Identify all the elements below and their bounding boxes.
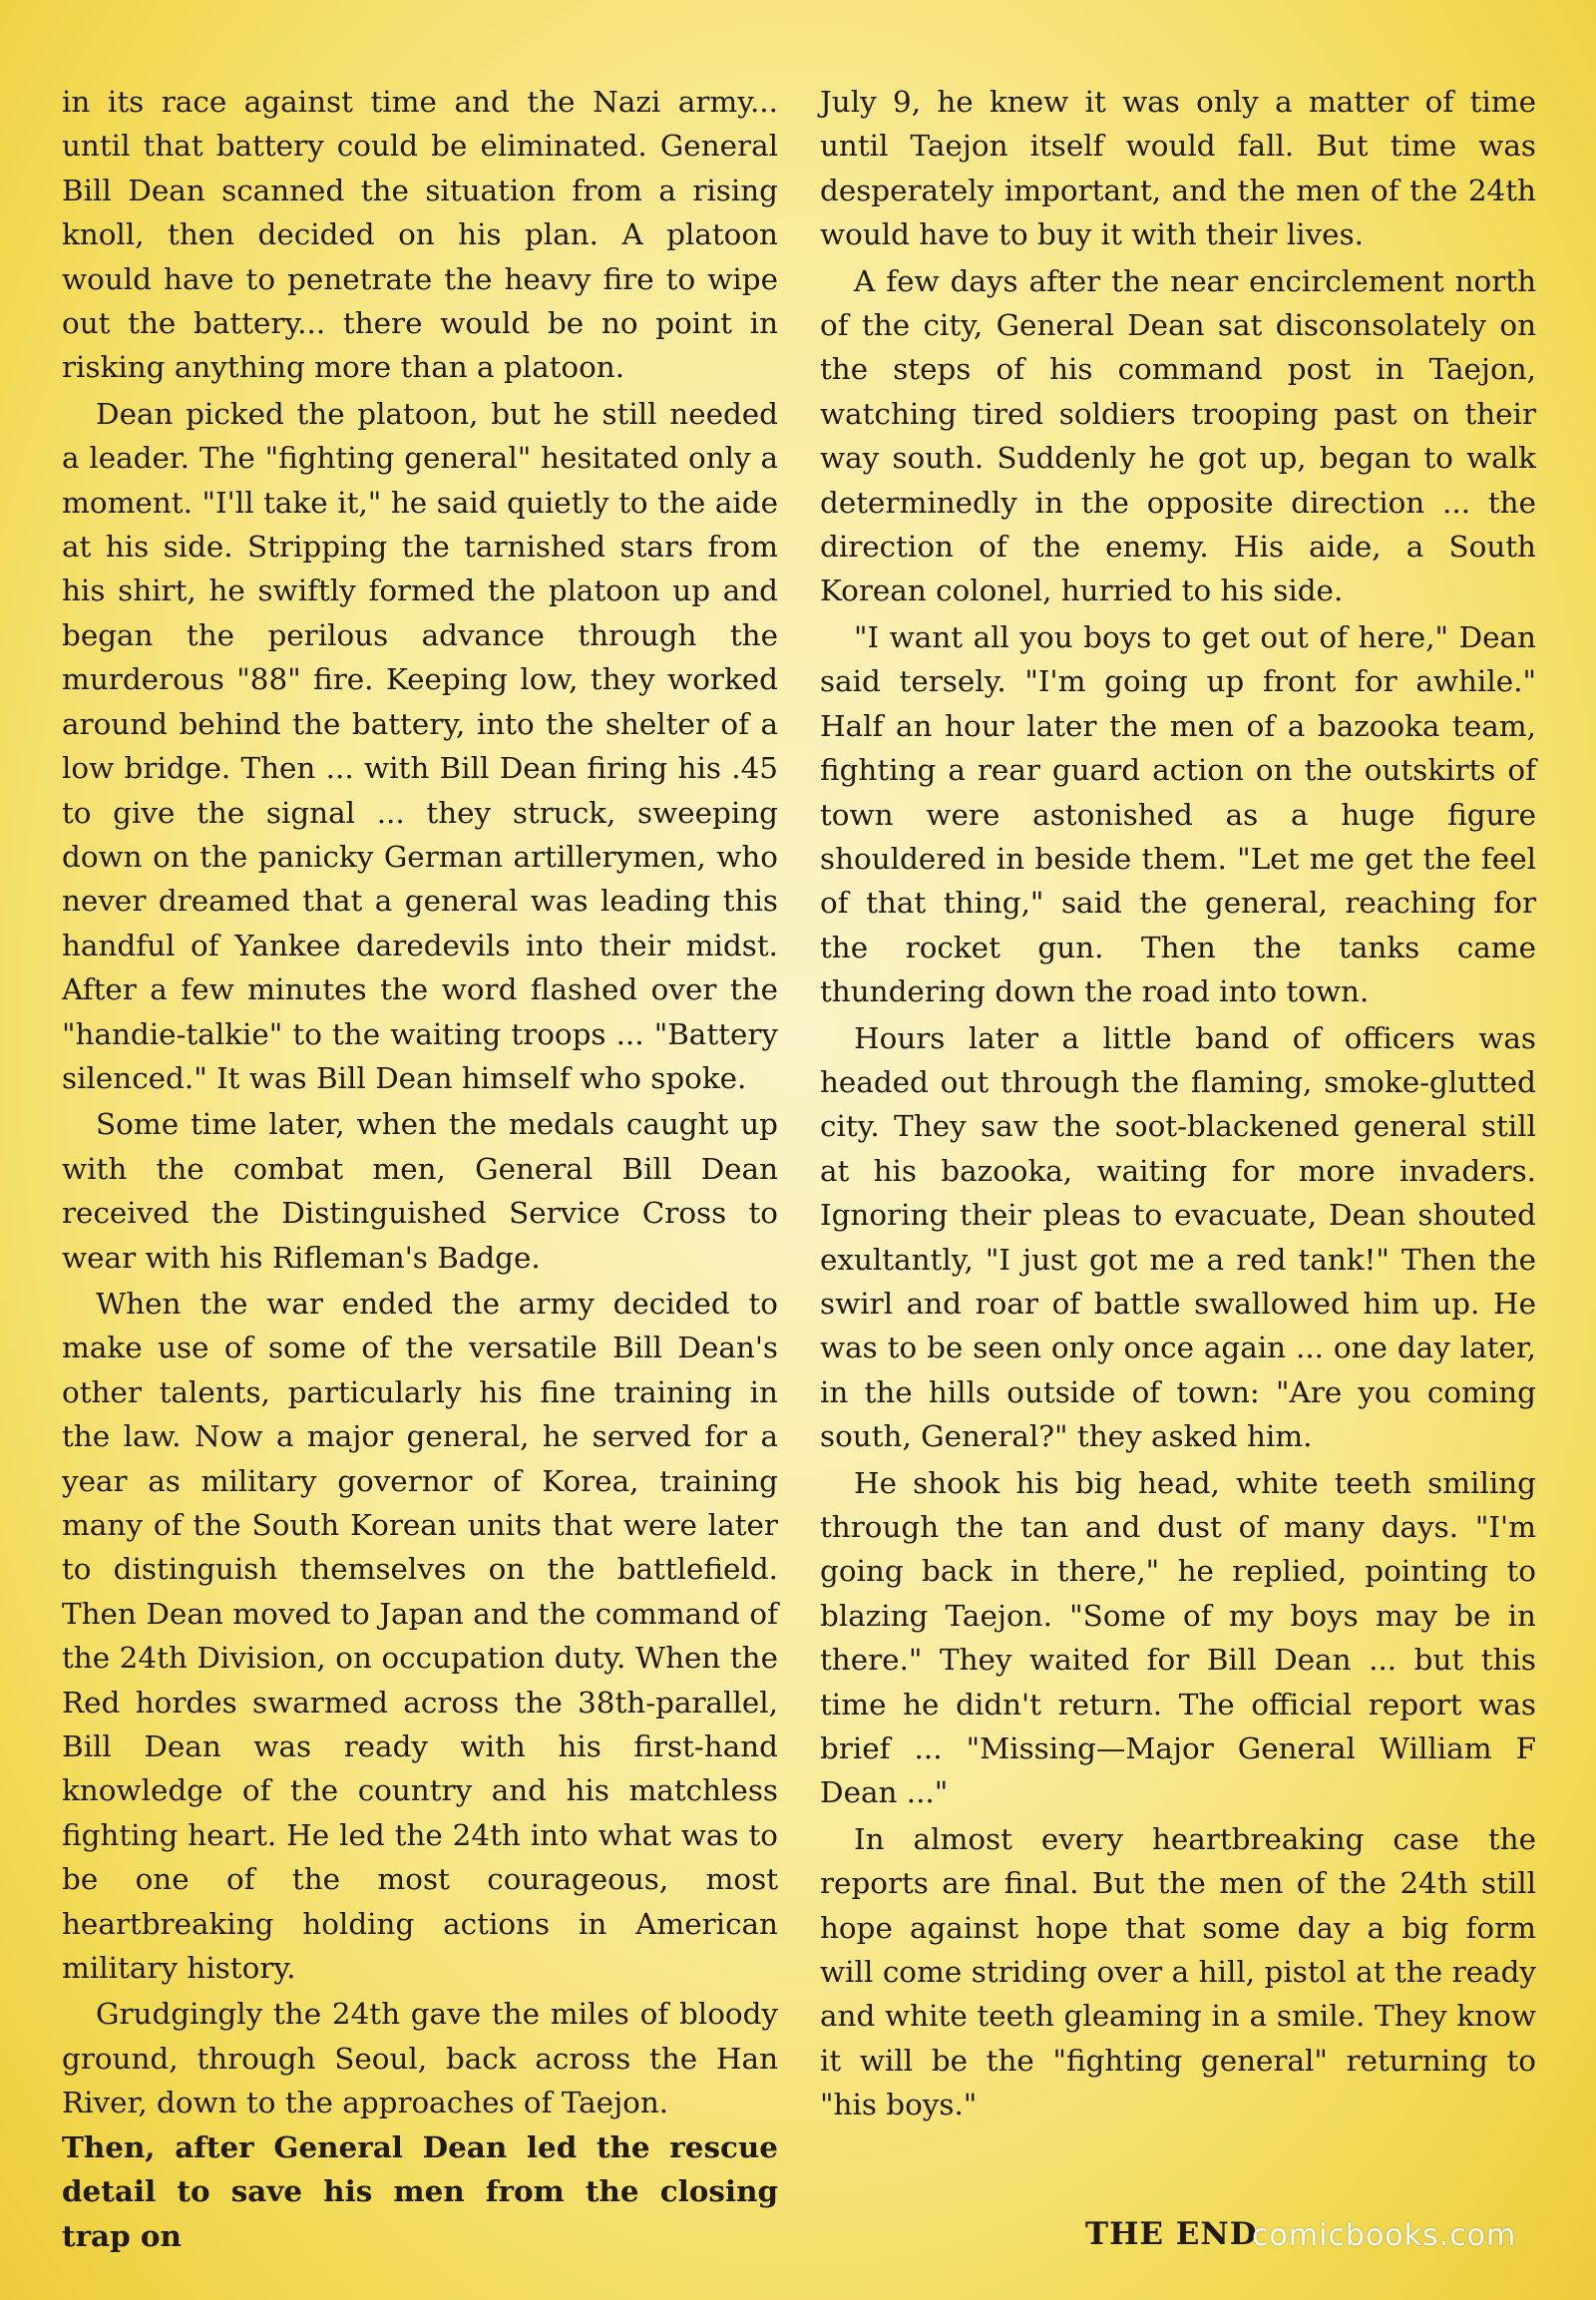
paragraph: July 9, he knew it was only a matter of time until Taejon itself would fall. But time was desperately important, and the men of the 24th would have to buy it with their lives. bbox=[820, 85, 1536, 252]
paragraph: He shook his big head, white teeth smiling through the tan and dust of many days. "I'm going back in there," he replied, pointing to blazing Taejon. "Some of my boys may be in there." They waited for Bill Dean ... but this time he didn't return. The official report was brief ... "Missing—Major General William F Dean ..." bbox=[820, 1465, 1536, 1810]
right-text-column bbox=[820, 80, 1536, 2127]
paragraph: Some time later, when the medals caught up with the combat men, General Bill Dean received the Distinguished Service Cross to wear with his Rifleman's Badge. bbox=[62, 1107, 778, 1275]
paragraph: In almost every heartbreaking case the reports are final. But the men of the 24th still hope against hope that some day a big form will come striding over a hill, pistol at the ready and white teeth gleaming in a smile. They know it will be the "fighting general" returning to "his boys." bbox=[820, 1821, 1536, 2122]
paragraph: A few days after the near encirclement north of the city, General Dean sat disconsolately on the steps of his command post in Taejon, watching tired soldiers trooping past on their way south. Suddenly he got up, began to walk determinedly in the opposite direction ... the direction of the enemy. His aide, a South Korean colonel, hurried to his side. bbox=[820, 263, 1536, 608]
left-text-column bbox=[62, 80, 778, 2258]
paragraph: Grudgingly the 24th gave the miles of bloody ground, through Seoul, back across the Han River, down to the approaches of Taejon. bbox=[62, 1997, 778, 2120]
paragraph: "I want all you boys to get out of here," Dean said tersely. "I'm going up front for awhile." Half an hour later the men of a bazooka team, fighting a rear guard action on the outskirts of town were astonished as a huge figure shouldered in beside them. "Let me get the feel of that thing," said the general, reaching for the rocket gun. Then the tanks came thundering down the road into town. bbox=[820, 619, 1536, 1009]
paragraph: Hours later a little band of officers was headed out through the flaming, smoke-glutted city. They saw the soot-blackened general still at his bazooka, waiting for more invaders. Ignoring their pleas to evacuate, Dean shouted exultantly, "I just got me a red tank!" Then the swirl and roar of battle swallowed him up. He was to be seen only once again ... one day later, in the hills outside of town: "Are you coming south, General?" they asked him. bbox=[820, 1020, 1536, 1454]
paragraph: When the war ended the army decided to make use of some of the versatile Bill Dean's other talents, particularly his fine training in the law. Now a major general, he served for a year as military governor of Korea, training many of the South Korean units that were later to distinguish themselves on the battlefield. Then Dean moved to Japan and the command of the 24th Division, on occupation duty. When the Red hordes swarmed across the 38th-parallel, Bill Dean was ready with his first-hand knowledge of the country and his matchless fighting heart. He led the 24th into what was to be one of the most courageous, most heartbreaking holding actions in American military history. bbox=[62, 1286, 778, 1986]
site-watermark: comicbooks.com bbox=[1252, 2218, 1517, 2253]
paragraph: Dean picked the platoon, but he still needed a leader. The "fighting general" hesitated only a moment. "I'll take it," he said quietly to the aide at his side. Stripping the tarnished stars from his shirt, he swiftly formed the platoon up and began the perilous advance through the murderous "88" fire. Keeping low, they worked around behind the battery, into the shelter of a low bridge. Then ... with Bill Dean firing his .45 to give the signal ... they struck, sweeping down on the panicky German artillerymen, who never dreamed that a general was leading this handful of Yankee daredevils into their midst. After a few minutes the word flashed over the "handie-talkie" to the waiting troops ... "Battery silenced." It was Bill Dean himself who spoke. bbox=[62, 396, 778, 1095]
the-end-label: THE END bbox=[1085, 2216, 1258, 2252]
paragraph: in its race against time and the Nazi army... until that battery could be eliminated. General Bill Dean scanned the situation from a rising knoll, then decided on his plan. A platoon would have to penetrate the heavy fire to wipe out the battery... there would be no point in risking anything more than a platoon. bbox=[62, 85, 778, 385]
paragraph-bold-continuation: Then, after General Dean led the rescue detail to save his men from the closing trap on bbox=[62, 2128, 778, 2253]
